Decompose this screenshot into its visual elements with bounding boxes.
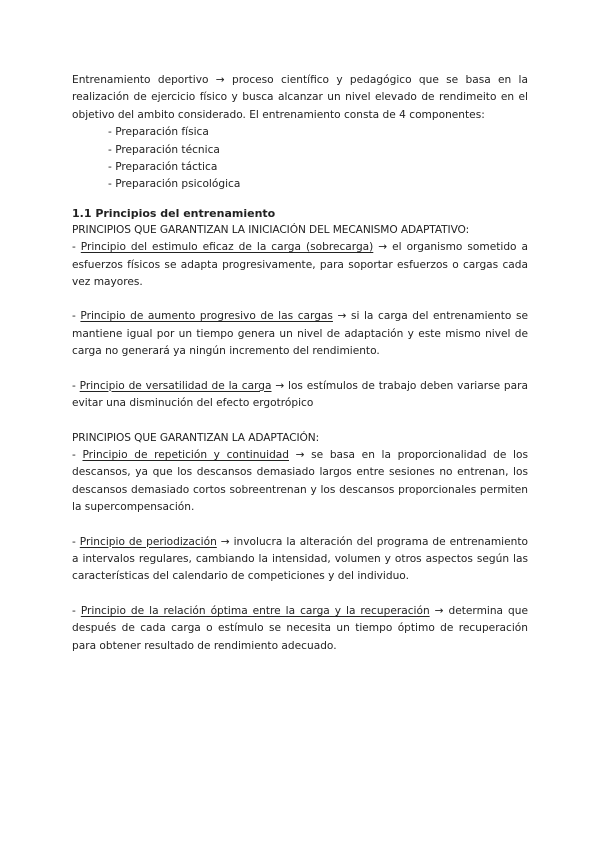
principle-term: Principio de versatilidad de la carga [79,379,272,392]
principle-paragraph: - Principio de aumento progresivo de las cargas → si la carga del entrenamiento se mantiene igual por un tiempo genera un nivel de adaptación y este mismo nivel de carga no generará ya ningún incremento del rendimiento. [72,310,528,358]
list-item: - Preparación técnica [108,143,220,156]
principle-paragraph: - Principio de periodización → involucra la alteración del programa de entrenamiento a intervalos regulares, cambiando la intensidad, volumen y otros aspectos según las características del calendario de competiciones y del individuo. [72,535,528,583]
intro-paragraph: Entrenamiento deportivo → proceso científico y pedagógico que se basa en la realización de ejercicio físico y busca alcanzar un nivel elevado de rendimeito en el objetivo del ambito considerado. El entrenamiento consta de 4 componentes: [72,74,528,121]
principle-term: Principio de la relación óptima entre la carga y la recuperación [80,604,430,617]
principle-term: Principio de aumento progresivo de las cargas [80,310,333,323]
section-heading: 1.1 Principios del entrenamiento [72,206,276,220]
principle-term: Principio del estimulo eficaz de la carga (sobrecarga) [80,241,374,254]
list-item: - Preparación táctica [108,161,218,174]
principle-paragraph: - Principio de repetición y continuidad → se basa en la proporcionalidad de los descansos, ya que los descansos demasiado largos entre sesiones no entrenan, los descansos demasiado cortos sobreentrenan y los descansos proporcionales permiten la supercompensación. [72,448,528,514]
document-body [72,72,528,655]
list-item: - Preparación psicológica [108,178,241,191]
principle-term: Principio de periodización [79,535,217,548]
principle-paragraph: - Principio de la relación óptima entre la carga y la recuperación → determina que después de cada carga o estímulo se necesita un tiempo óptimo de recuperación para obtener resultado de rendimiento adecuado. [72,604,528,652]
principle-paragraph: - Principio del estimulo eficaz de la carga (sobrecarga) → el organismo sometido a esfuerzos físicos se adapta progresivamente, para soportar esfuerzos o cargas cada vez mayores. [72,241,528,289]
components-list [72,124,528,194]
principle-term: Principio de repetición y continuidad [82,448,290,461]
group1-title: PRINCIPIOS QUE GARANTIZAN LA INICIACIÓN DEL MECANISMO ADAPTATIVO: [72,223,470,236]
group2-title: PRINCIPIOS QUE GARANTIZAN LA ADAPTACIÓN: [72,431,320,444]
principle-paragraph: - Principio de versatilidad de la carga → los estímulos de trabajo deben variarse para evitar una disminución del efecto ergotrópico [72,379,528,410]
list-item: - Preparación física [108,126,209,139]
